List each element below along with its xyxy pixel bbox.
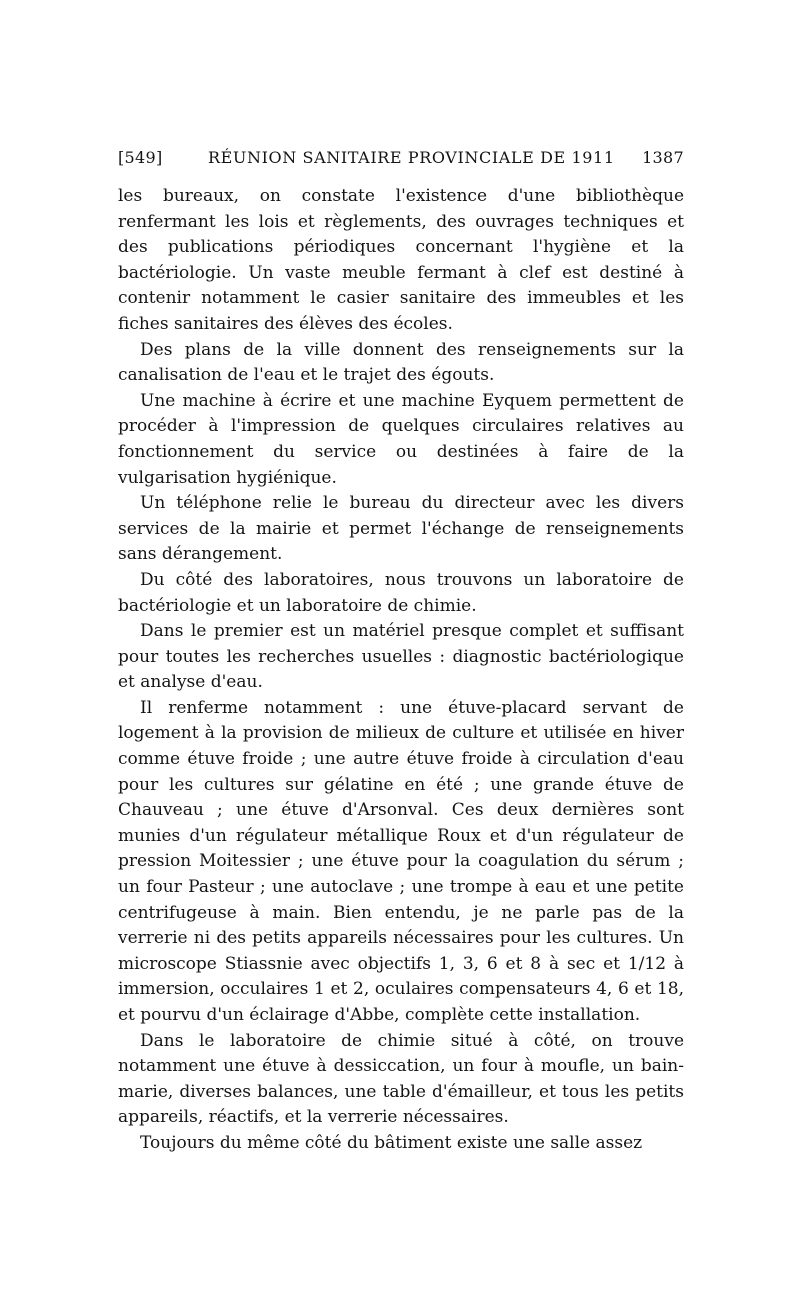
paragraph: Une machine à écrire et une machine Eyquem permettent de procéder à l'impression de quelques circulaires relatives au fonctionnement du service ou destinées à faire de la vulgarisation hygiénique. (118, 390, 684, 488)
running-title: RÉUNION SANITAIRE PROVINCIALE DE 1911 (208, 148, 615, 167)
running-header (118, 144, 684, 170)
page-number: 1387 (642, 148, 684, 167)
paragraph: Du côté des laboratoires, nous trouvons un laboratoire de bactériologie et un laboratoire de chimie. (118, 569, 684, 616)
body-text (118, 184, 684, 1157)
paragraph: Un téléphone relie le bureau du directeur avec les divers services de la mairie et permet l'échange de renseignements sans dérangement. (118, 493, 684, 565)
section-number: [549] (118, 148, 163, 167)
paragraph: Il renferme notamment : une étuve-placard servant de logement à la provision de milieux de culture et utilisée en hiver comme étuve froide ; une autre étuve froide à circulation d'eau pour les cultures sur gélatine en été ; une grande étuve de Chauveau ; une étuve d'Arsonval. Ces deux dernières sont munies d'un régulateur métallique Roux et d'un régulateur de pression Moitessier ; une étuve pour la coagulation du sérum ; un four Pasteur ; une autoclave ; une trompe à eau et une petite centrifugeuse à main. Bien entendu, je ne parle pas de la verrerie ni des petits appareils nécessaires pour les cultures. Un microscope Stiassnie avec objectifs 1, 3, 6 et 8 à sec et 1/12 à immersion, occulaires 1 et 2, oculaires compensateurs 4, 6 et 18, et pourvu d'un éclairage d'Abbe, complète cette installation. (118, 697, 684, 1025)
paragraph-continued: les bureaux, on constate l'existence d'une bibliothèque renfermant les lois et règlements, des ouvrages techniques et des publications périodiques concernant l'hygiène et la bactériologie. Un vaste meuble fermant à clef est destiné à contenir notamment le casier sanitaire des immeubles et les fiches sanitaires des élèves des écoles. (118, 186, 684, 334)
paragraph: Dans le laboratoire de chimie situé à côté, on trouve notamment une étuve à dessiccation, un four à moufle, un bain-marie, diverses balances, une table d'émailleur, et tous les petits appareils, réactifs, et la verrerie nécessaires. (118, 1030, 684, 1128)
paragraph: Des plans de la ville donnent des renseignements sur la canalisation de l'eau et le trajet des égouts. (118, 339, 684, 386)
paragraph: Dans le premier est un matériel presque complet et suffisant pour toutes les recherches usuelles : diagnostic bactériologique et analyse d'eau. (118, 621, 684, 693)
paragraph-last: Toujours du même côté du bâtiment existe une salle assez (140, 1132, 643, 1153)
